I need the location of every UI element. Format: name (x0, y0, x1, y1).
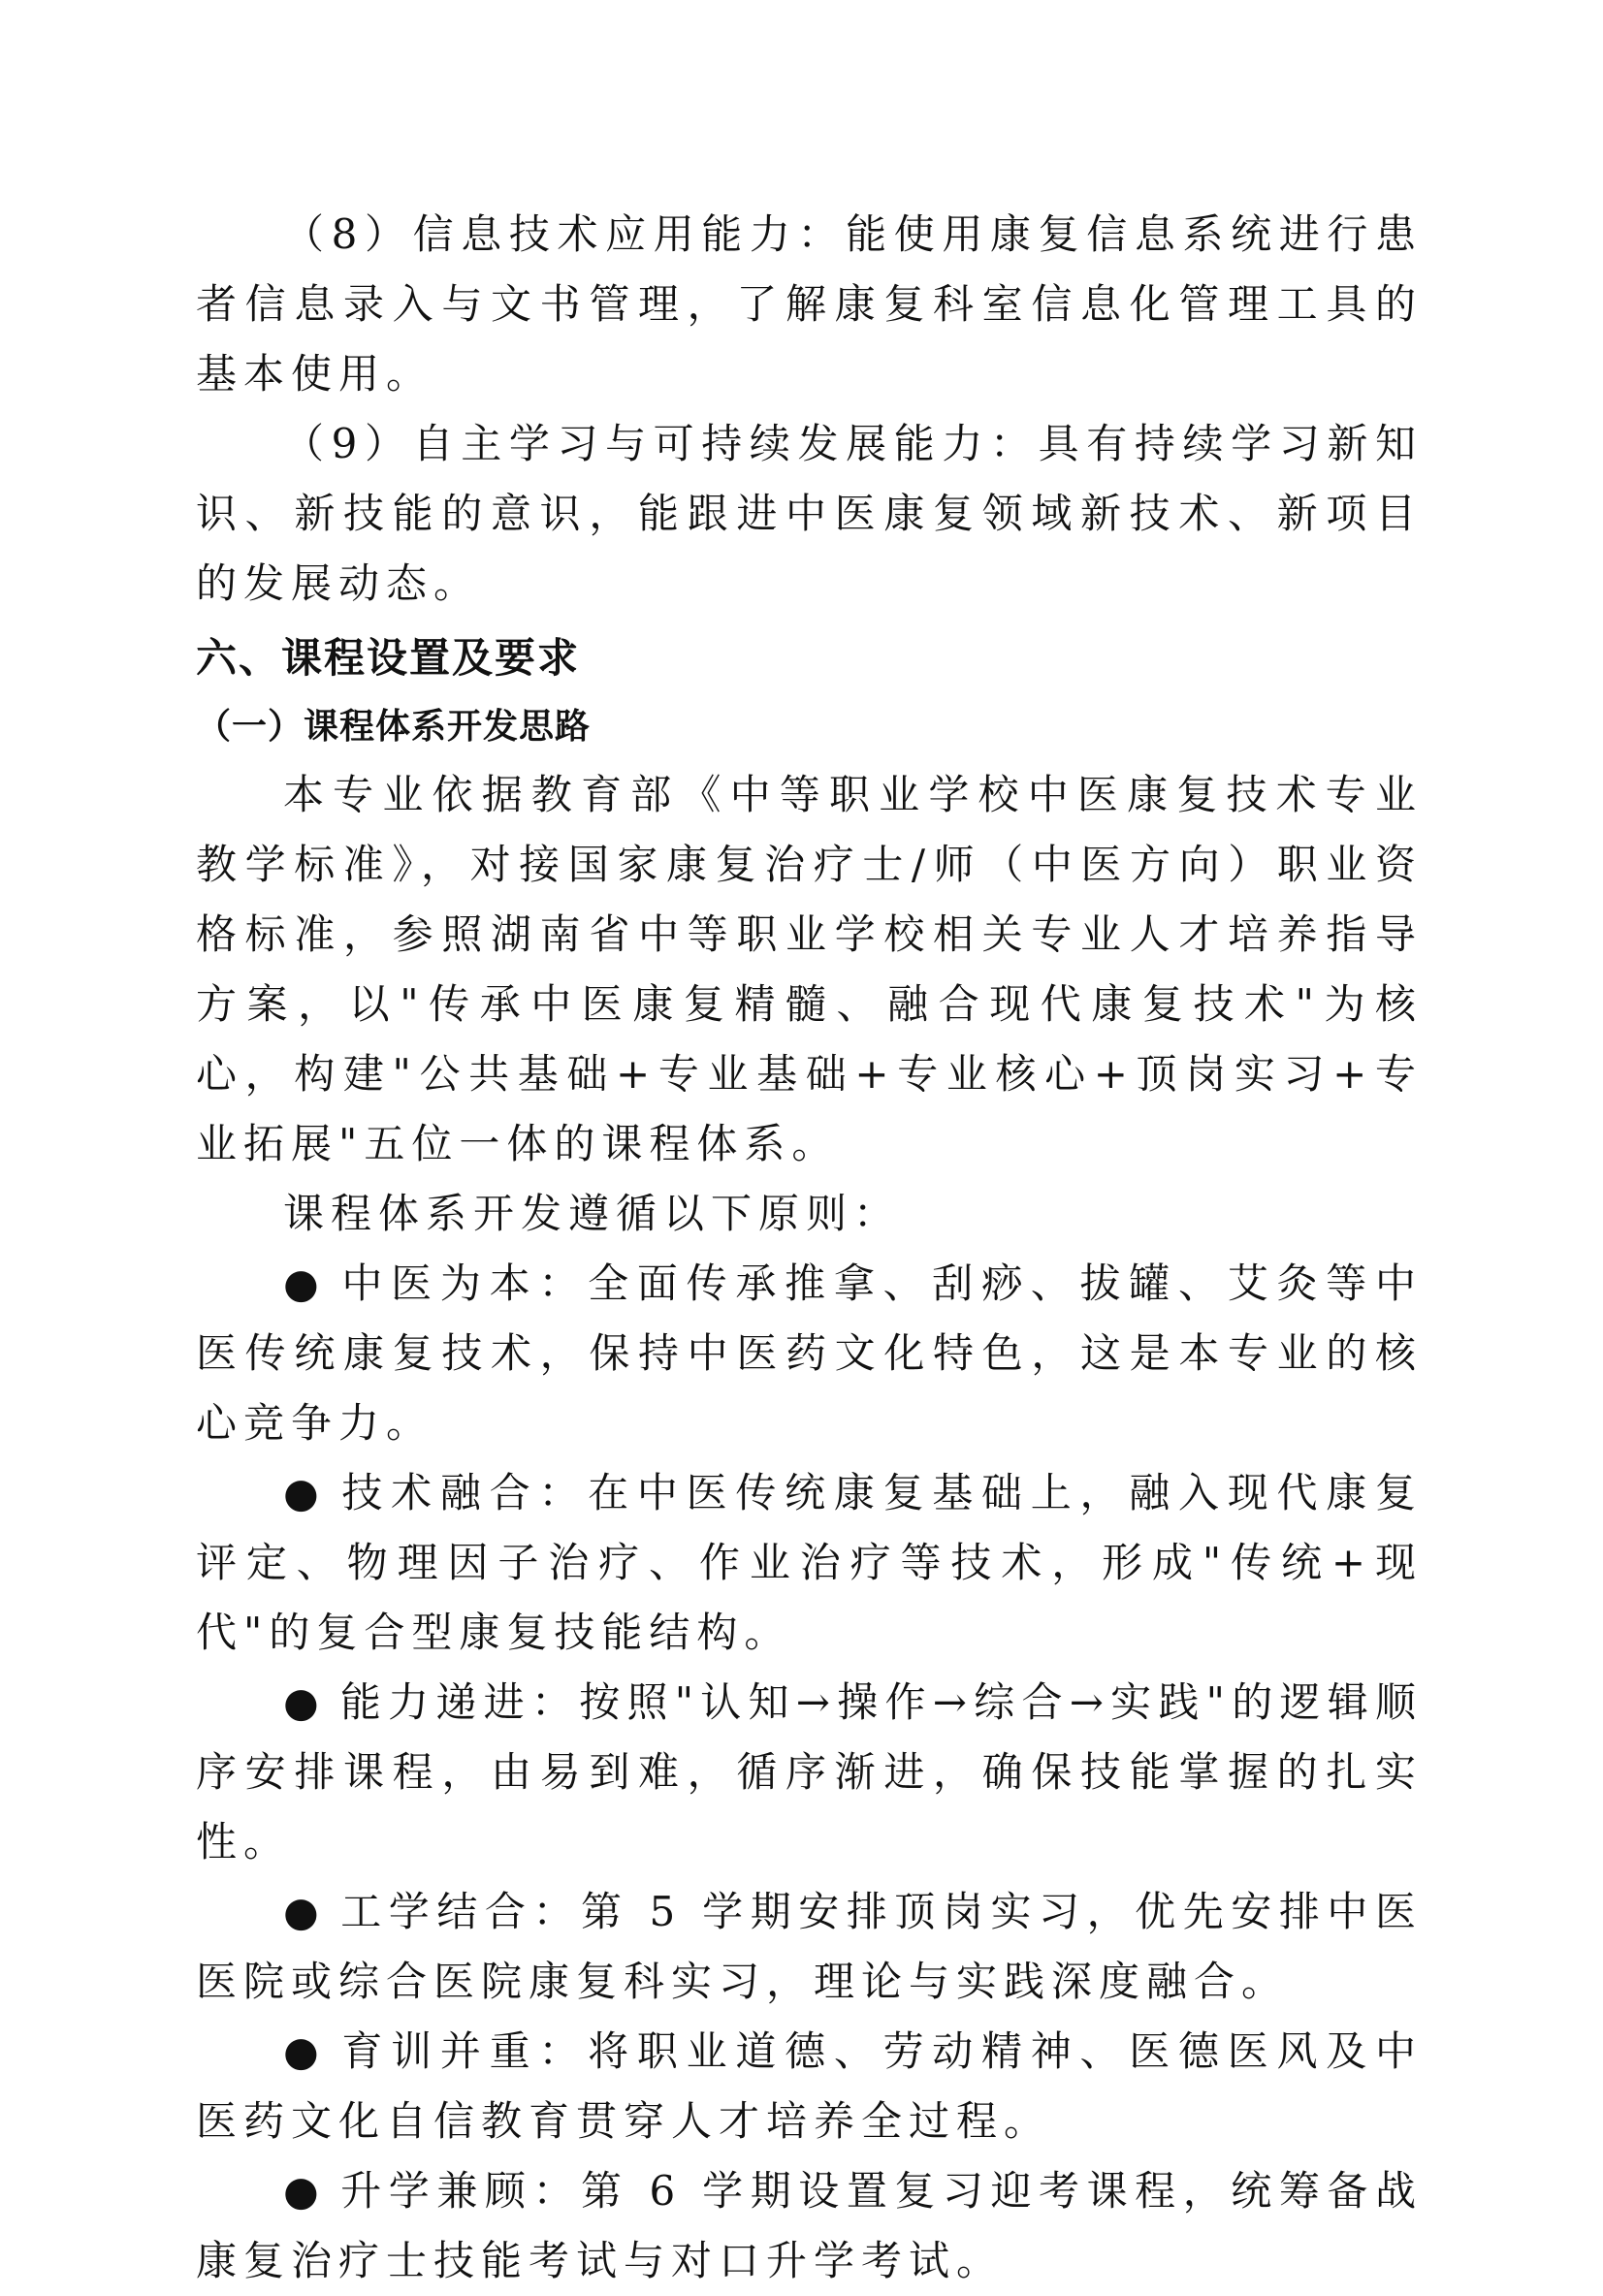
principle-item (196, 2017, 1423, 2156)
bullet-icon: ● (283, 2027, 319, 2075)
principle-text: 技术融合：在中医传统康复基础上，融入现代康复评定、物理因子治疗、作业治疗等技术，形成"传统+现代"的复合型康复技能结构。 (196, 1469, 1423, 1656)
principle-text: 能力递进：按照"认知→操作→综合→实践"的逻辑顺序安排课程，由易到难，循序渐进，确保技能掌握的扎实性。 (196, 1678, 1423, 1866)
principle-item (196, 1458, 1423, 1668)
principle-item (196, 2156, 1423, 2296)
principle-text: 中医为本：全面传承推拿、刮痧、拔罐、艾灸等中医传统康复技术，保持中医药文化特色，这是本专业的核心竞争力。 (196, 1260, 1423, 1447)
principle-text: 工学结合：第 5 学期安排顶岗实习，优先安排中医医院或综合医院康复科实习，理论与实践深度融合。 (196, 1888, 1423, 2005)
bullet-icon: ● (283, 1469, 319, 1516)
bullet-icon: ● (283, 2167, 319, 2215)
principle-item (196, 1249, 1423, 1458)
bullet-icon: ● (283, 1260, 319, 1307)
subsection-heading: （一）课程体系开发思路 (196, 707, 592, 747)
page-content (196, 200, 1423, 2296)
section-heading: 六、课程设置及要求 (196, 634, 581, 682)
principle-item (196, 1668, 1423, 1877)
principle-item (196, 1877, 1423, 2017)
ability-item-8: （8）信息技术应用能力：能使用康复信息系统进行患者信息录入与文书管理，了解康复科室信息化管理工具的基本使用。 (196, 210, 1423, 398)
bullet-icon: ● (283, 1678, 319, 1726)
ability-item-9: （9）自主学习与可持续发展能力：具有持续学习新知识、新技能的意识，能跟进中医康复领域新技术、新项目的发展动态。 (196, 420, 1423, 607)
principle-text: 升学兼顾：第 6 学期设置复习迎考课程，统筹备战康复治疗士技能考试与对口升学考试。 (196, 2167, 1423, 2284)
curriculum-intro-paragraph: 本专业依据教育部《中等职业学校中医康复技术专业教学标准》，对接国家康复治疗士/师（中医方向）职业资格标准，参照湖南省中等职业学校相关专业人才培养指导方案，以"传承中医康复精髓、融合现代康复技术"为核心，构建"公共基础+专业基础+专业核心+顶岗实习+专业拓展"五位一体的课程体系。 (196, 771, 1423, 1167)
bullet-icon: ● (283, 1888, 319, 1935)
principles-lead-in: 课程体系开发遵循以下原则： (283, 1190, 902, 1237)
principle-text: 育训并重：将职业道德、劳动精神、医德医风及中医药文化自信教育贯穿人才培养全过程。 (196, 2027, 1423, 2145)
